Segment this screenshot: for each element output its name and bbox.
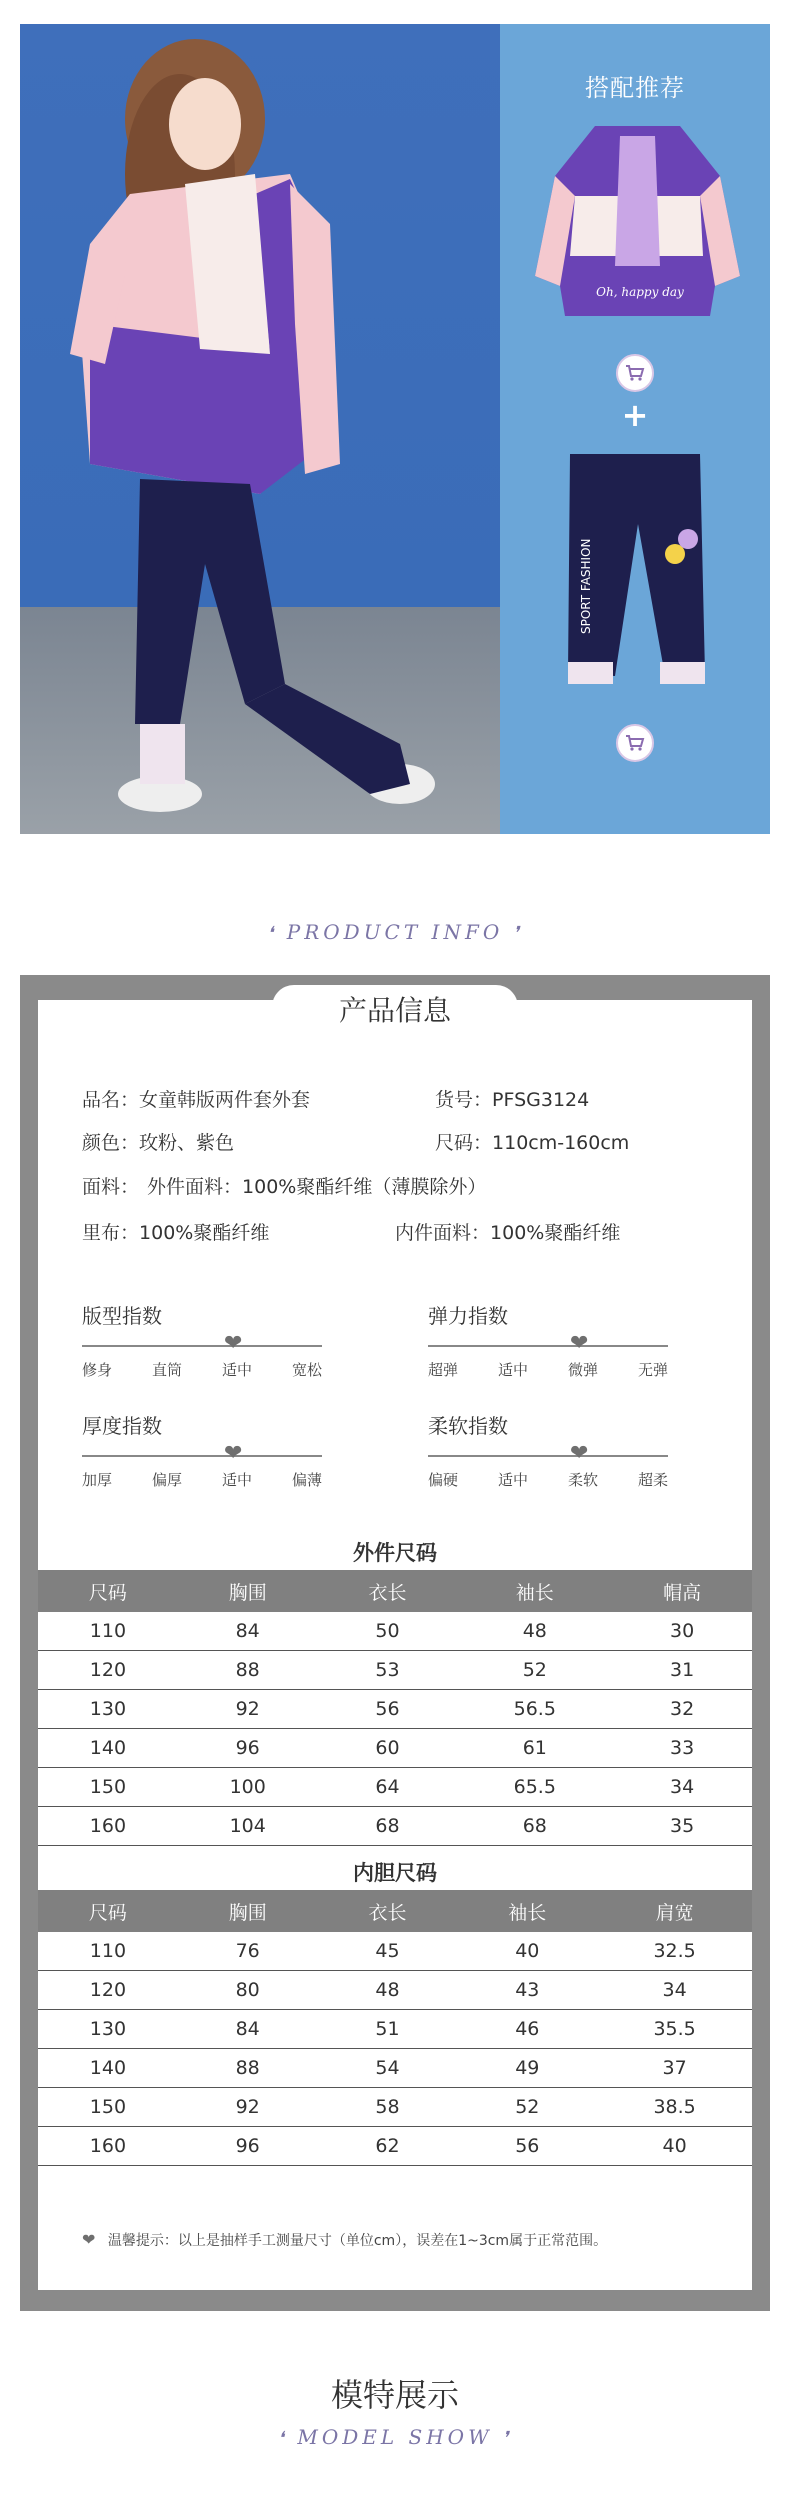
table-cell: 68	[457, 1807, 612, 1846]
lining-value: 100%聚酯纤维	[139, 1222, 270, 1244]
table-cell: 30	[612, 1612, 752, 1651]
table-cell: 32	[612, 1690, 752, 1729]
table-cell: 54	[318, 2049, 458, 2088]
jacket-product-image[interactable]	[525, 116, 750, 326]
heart-marker-icon: ❤	[570, 1331, 589, 1356]
table-cell: 50	[318, 1612, 458, 1651]
table-cell: 35	[612, 1807, 752, 1846]
table-cell: 64	[318, 1768, 458, 1807]
match-recommend-panel	[500, 24, 770, 834]
table-cell: 49	[457, 2049, 597, 2088]
index-label: 直筒	[151, 1361, 182, 1379]
table-row	[38, 2088, 752, 2127]
table-row	[38, 1729, 752, 1768]
index-title: 版型指数	[82, 1304, 162, 1328]
inner-fabric-label: 内件面料：	[395, 1222, 491, 1244]
table-cell: 100	[178, 1768, 318, 1807]
thickness-index	[82, 1410, 322, 1490]
table-cell: 34	[597, 1971, 752, 2010]
index-title: 柔软指数	[428, 1414, 508, 1438]
lining-row	[82, 1218, 269, 1245]
index-label: 适中	[221, 1361, 252, 1379]
table-cell: 76	[178, 1932, 318, 1971]
table-cell: 160	[38, 1807, 178, 1846]
column-header: 尺码	[38, 1890, 178, 1932]
table-row	[38, 1807, 752, 1846]
outer-fabric-label: 外件面料：	[147, 1176, 243, 1198]
column-header: 衣长	[318, 1890, 458, 1932]
sku-value: PFSG3124	[492, 1089, 590, 1111]
table-cell: 45	[318, 1932, 458, 1971]
table-cell: 140	[38, 1729, 178, 1768]
table-cell: 61	[457, 1729, 612, 1768]
table-cell: 58	[318, 2088, 458, 2127]
table-header-row	[38, 1890, 752, 1932]
heart-marker-icon: ❤	[224, 1441, 243, 1466]
outer-size-table	[38, 1570, 752, 1846]
table-cell: 110	[38, 1932, 178, 1971]
table-cell: 96	[178, 1729, 318, 1768]
model-show-title: 模特展示	[330, 2376, 459, 2414]
product-info-script-title: ❛ PRODUCT INFO ❜	[267, 920, 523, 944]
table-cell: 43	[457, 1971, 597, 2010]
table-cell: 160	[38, 2127, 178, 2166]
index-label: 适中	[221, 1471, 252, 1489]
plus-sign: +	[621, 396, 649, 434]
table-row	[38, 1768, 752, 1807]
color-label: 颜色：	[82, 1132, 140, 1154]
color-row	[82, 1128, 234, 1155]
product-info-tab: 产品信息	[272, 985, 518, 1033]
table-header-row	[38, 1570, 752, 1612]
table-row	[38, 1690, 752, 1729]
table-cell: 120	[38, 1971, 178, 2010]
lining-label: 里布：	[82, 1222, 140, 1244]
table-cell: 52	[457, 1651, 612, 1690]
match-title: 搭配推荐	[585, 74, 685, 102]
table-cell: 35.5	[597, 2010, 752, 2049]
table-cell: 130	[38, 1690, 178, 1729]
size-range-row	[435, 1128, 629, 1155]
table-cell: 40	[457, 1932, 597, 1971]
table-row	[38, 1651, 752, 1690]
table-cell: 88	[178, 2049, 318, 2088]
table-row	[38, 1612, 752, 1651]
svg-text:Oh, happy day: Oh, happy day	[596, 285, 684, 299]
column-header: 尺码	[38, 1570, 178, 1612]
table-cell: 92	[178, 1690, 318, 1729]
fit-index	[82, 1300, 322, 1380]
model-photo	[20, 24, 500, 834]
column-header: 帽高	[612, 1570, 752, 1612]
cart-button-pants[interactable]	[616, 724, 654, 762]
column-header: 肩宽	[597, 1890, 752, 1932]
size-value: 110cm-160cm	[492, 1132, 630, 1154]
table-row	[38, 2010, 752, 2049]
name-label: 品名：	[82, 1089, 140, 1111]
index-label: 偏硬	[428, 1471, 459, 1489]
color-value: 玫粉、紫色	[139, 1132, 235, 1154]
index-title: 厚度指数	[82, 1414, 162, 1438]
column-header: 袖长	[457, 1570, 612, 1612]
tip-text: 温馨提示：以上是抽样手工测量尺寸（单位cm），误差在1~3cm属于正常范围。	[107, 2233, 608, 2249]
heart-marker-icon: ❤	[570, 1441, 589, 1466]
table-cell: 51	[318, 2010, 458, 2049]
table-cell: 84	[178, 2010, 318, 2049]
table-cell: 80	[178, 1971, 318, 2010]
table-cell: 56	[457, 2127, 597, 2166]
index-label: 超柔	[637, 1471, 668, 1489]
fabric-row	[82, 1172, 486, 1199]
table-cell: 130	[38, 2010, 178, 2049]
table-cell: 48	[318, 1971, 458, 2010]
outer-fabric-value: 100%聚酯纤维（薄膜除外）	[242, 1176, 487, 1198]
inner-fabric-value: 100%聚酯纤维	[490, 1222, 621, 1244]
heart-marker-icon: ❤	[224, 1331, 243, 1356]
index-label: 超弹	[428, 1361, 459, 1379]
column-header: 胸围	[178, 1570, 318, 1612]
column-header: 袖长	[457, 1890, 597, 1932]
index-line	[428, 1455, 668, 1457]
fabric-label: 面料：	[82, 1176, 140, 1198]
index-label: 修身	[82, 1361, 113, 1379]
table-cell: 96	[178, 2127, 318, 2166]
table-cell: 37	[597, 2049, 752, 2088]
table-cell: 60	[318, 1729, 458, 1768]
index-label: 柔软	[567, 1471, 598, 1489]
table-cell: 33	[612, 1729, 752, 1768]
table-cell: 120	[38, 1651, 178, 1690]
model-illustration	[20, 24, 500, 834]
table-cell: 38.5	[597, 2088, 752, 2127]
table-cell: 56.5	[457, 1690, 612, 1729]
table-cell: 150	[38, 2088, 178, 2127]
table-cell: 34	[612, 1768, 752, 1807]
index-label: 宽松	[291, 1361, 322, 1379]
elasticity-index	[428, 1300, 668, 1380]
table-cell: 150	[38, 1768, 178, 1807]
table-cell: 65.5	[457, 1768, 612, 1807]
name-value: 女童韩版两件套外套	[139, 1089, 311, 1111]
sku-label: 货号：	[435, 1089, 493, 1111]
sku-row	[435, 1085, 589, 1112]
table-cell: 48	[457, 1612, 612, 1651]
table-cell: 52	[457, 2088, 597, 2127]
product-name-row	[82, 1085, 310, 1112]
table-row	[38, 2127, 752, 2166]
index-label: 加厚	[82, 1471, 113, 1489]
heart-icon: ❤	[82, 2230, 96, 2249]
inner-size-table-title: 内胆尺码	[353, 1861, 437, 1885]
table-row	[38, 2049, 752, 2088]
table-cell: 31	[612, 1651, 752, 1690]
table-row	[38, 1932, 752, 1971]
table-cell: 68	[318, 1807, 458, 1846]
inner-fabric-row	[395, 1218, 620, 1245]
table-cell: 84	[178, 1612, 318, 1651]
index-label: 适中	[497, 1361, 528, 1379]
table-cell: 62	[318, 2127, 458, 2166]
model-show-script-title: ❛ MODEL SHOW ❜	[277, 2425, 513, 2449]
inner-size-table	[38, 1890, 752, 2166]
outer-size-table-title: 外件尺码	[353, 1541, 437, 1565]
table-row	[38, 1971, 752, 2010]
index-line	[428, 1345, 668, 1347]
table-cell: 92	[178, 2088, 318, 2127]
column-header: 衣长	[318, 1570, 458, 1612]
table-cell: 104	[178, 1807, 318, 1846]
size-label: 尺码：	[435, 1132, 493, 1154]
softness-index	[428, 1410, 668, 1490]
hero-banner	[20, 24, 770, 834]
table-cell: 53	[318, 1651, 458, 1690]
index-line	[82, 1345, 322, 1347]
index-label: 偏厚	[151, 1471, 182, 1489]
cart-button-jacket[interactable]	[616, 354, 654, 392]
table-cell: 110	[38, 1612, 178, 1651]
column-header: 胸围	[178, 1890, 318, 1932]
index-label: 偏薄	[291, 1471, 322, 1489]
index-label: 无弹	[637, 1361, 668, 1379]
table-cell: 140	[38, 2049, 178, 2088]
index-label: 适中	[497, 1471, 528, 1489]
table-cell: 56	[318, 1690, 458, 1729]
measurement-tip	[82, 2230, 607, 2250]
index-line	[82, 1455, 322, 1457]
index-label: 微弹	[567, 1361, 598, 1379]
svg-text:SPORT FASHION: SPORT FASHION	[579, 538, 593, 634]
pants-product-image[interactable]	[560, 444, 710, 704]
table-cell: 32.5	[597, 1932, 752, 1971]
table-cell: 40	[597, 2127, 752, 2166]
table-cell: 46	[457, 2010, 597, 2049]
table-cell: 88	[178, 1651, 318, 1690]
shopping-cart-icon	[625, 734, 645, 752]
shopping-cart-icon	[625, 364, 645, 382]
index-title: 弹力指数	[428, 1304, 508, 1328]
